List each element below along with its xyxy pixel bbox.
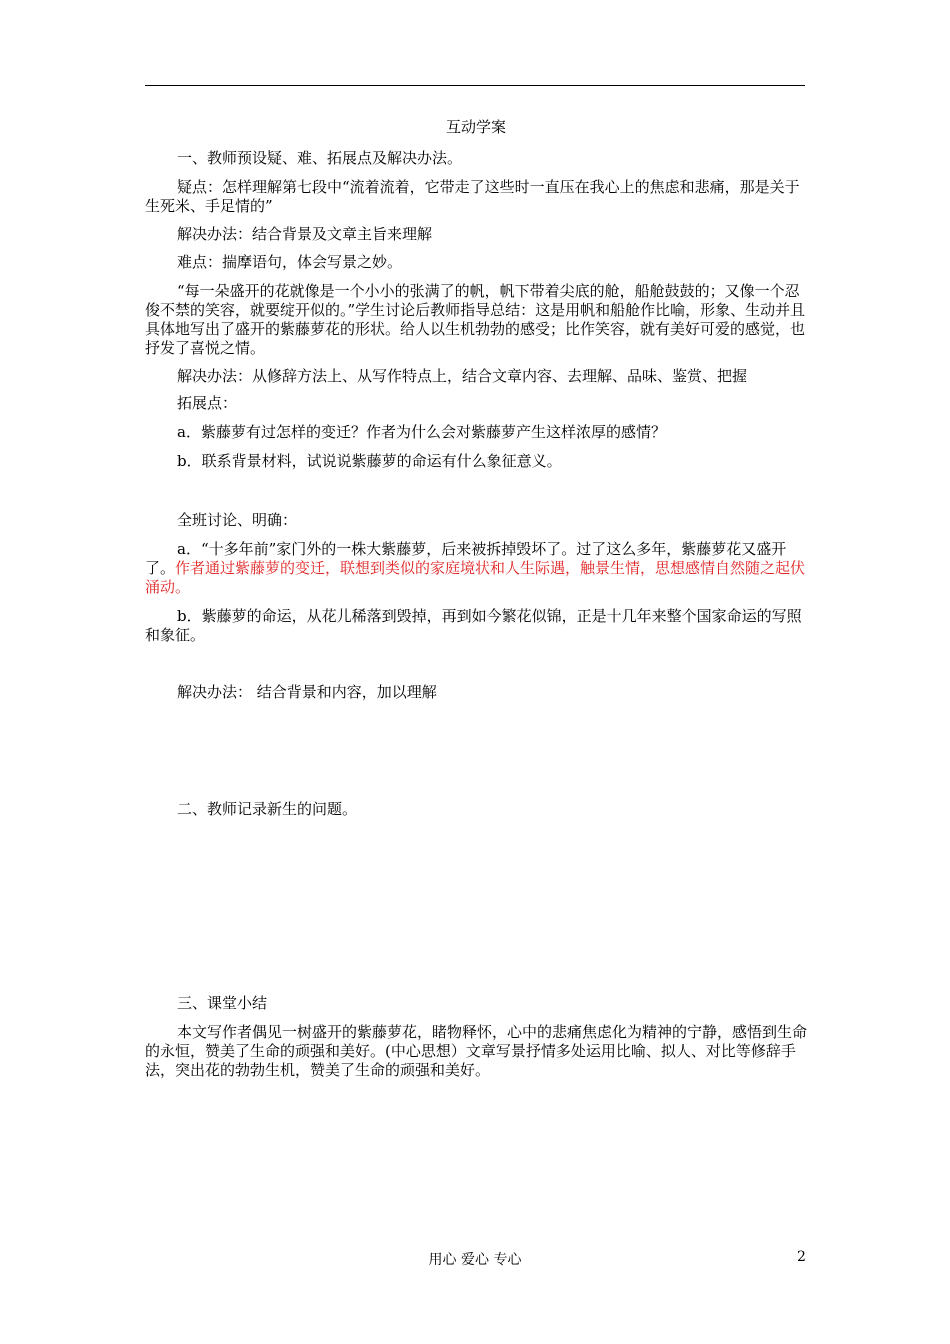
summary-paragraph: 本文写作者偶见一树盛开的紫藤萝花，睹物释怀，心中的悲痛焦虑化为精神的宁静，感悟到生命的永恒，赞美了生命的顽强和美好。(中心思想）文章写景抒情多处运用比喻、拟人、对比等修辞手法，突出花的勃勃生机，赞美了生命的顽强和美好。: [145, 1023, 808, 1079]
extension-label: 拓展点：: [177, 394, 238, 412]
answer-a-text: a．“十多年前”家门外的一株大紫藤萝，后来被拆掉毁坏了。过了这么多年，紫藤萝花又盛开了。: [145, 540, 787, 577]
document-body: [145, 118, 807, 1080]
extension-a: a．紫藤萝有过怎样的变迁？作者为什么会对紫藤萝产生这样浓厚的感情？: [177, 423, 666, 441]
extension-b: b．联系背景材料，试说说紫藤萝的命运有什么象征意义。: [177, 452, 562, 470]
document-title: 互动学案: [445, 118, 506, 136]
quote-paragraph: “每一朵盛开的花就像是一个小小的张满了的帆，帆下带着尖底的舱，船舱鼓鼓的；又像一个忍俊不禁的笑容，就要绽开似的。”学生讨论后教师指导总结：这是用帆和船舱作比喻，形象、生动并且具体地写出了盛开的紫藤萝花的形状。给人以生机勃勃的感受；比作笑容，就有美好可爱的感觉，也抒发了喜悦之情。: [145, 282, 806, 357]
section2-heading: 二、教师记录新生的问题。: [177, 800, 358, 818]
doubt-solution: 解决办法：结合背景及文章主旨来理解: [177, 225, 433, 243]
answer-a-highlight: 作者通过紫藤萝的变迁，联想到类似的家庭境状和人生际遇，触景生情，思想感情自然随之起伏涌动。: [145, 559, 806, 596]
page-number: 2: [797, 1249, 806, 1265]
discussion-label: 全班讨论、明确：: [177, 511, 298, 529]
doubt-point: 疑点：怎样理解第七段中“流着流着，它带走了这些时一直压在我心上的焦虑和悲痛，那是关于生死米、手足情的”: [145, 178, 800, 215]
final-solution: 解决办法： 结合背景和内容，加以理解: [177, 683, 437, 701]
footer-text: 用心 爱心 专心: [428, 1252, 522, 1268]
section1-heading: 一、教师预设疑、难、拓展点及解决办法。: [177, 149, 463, 167]
header-rule: [145, 85, 805, 86]
section3-heading: 三、课堂小结: [177, 994, 268, 1012]
answer-a: [145, 540, 807, 597]
answer-b: b．紫藤萝的命运，从花儿稀落到毁掉，再到如今繁花似锦，正是十几年来整个国家命运的写照和象征。: [145, 607, 802, 644]
difficulty-solution: 解决办法：从修辞方法上、从写作特点上，结合文章内容、去理解、品味、鉴赏、把握: [177, 367, 748, 385]
difficulty-point: 难点：揣摩语句，体会写景之妙。: [177, 253, 403, 271]
